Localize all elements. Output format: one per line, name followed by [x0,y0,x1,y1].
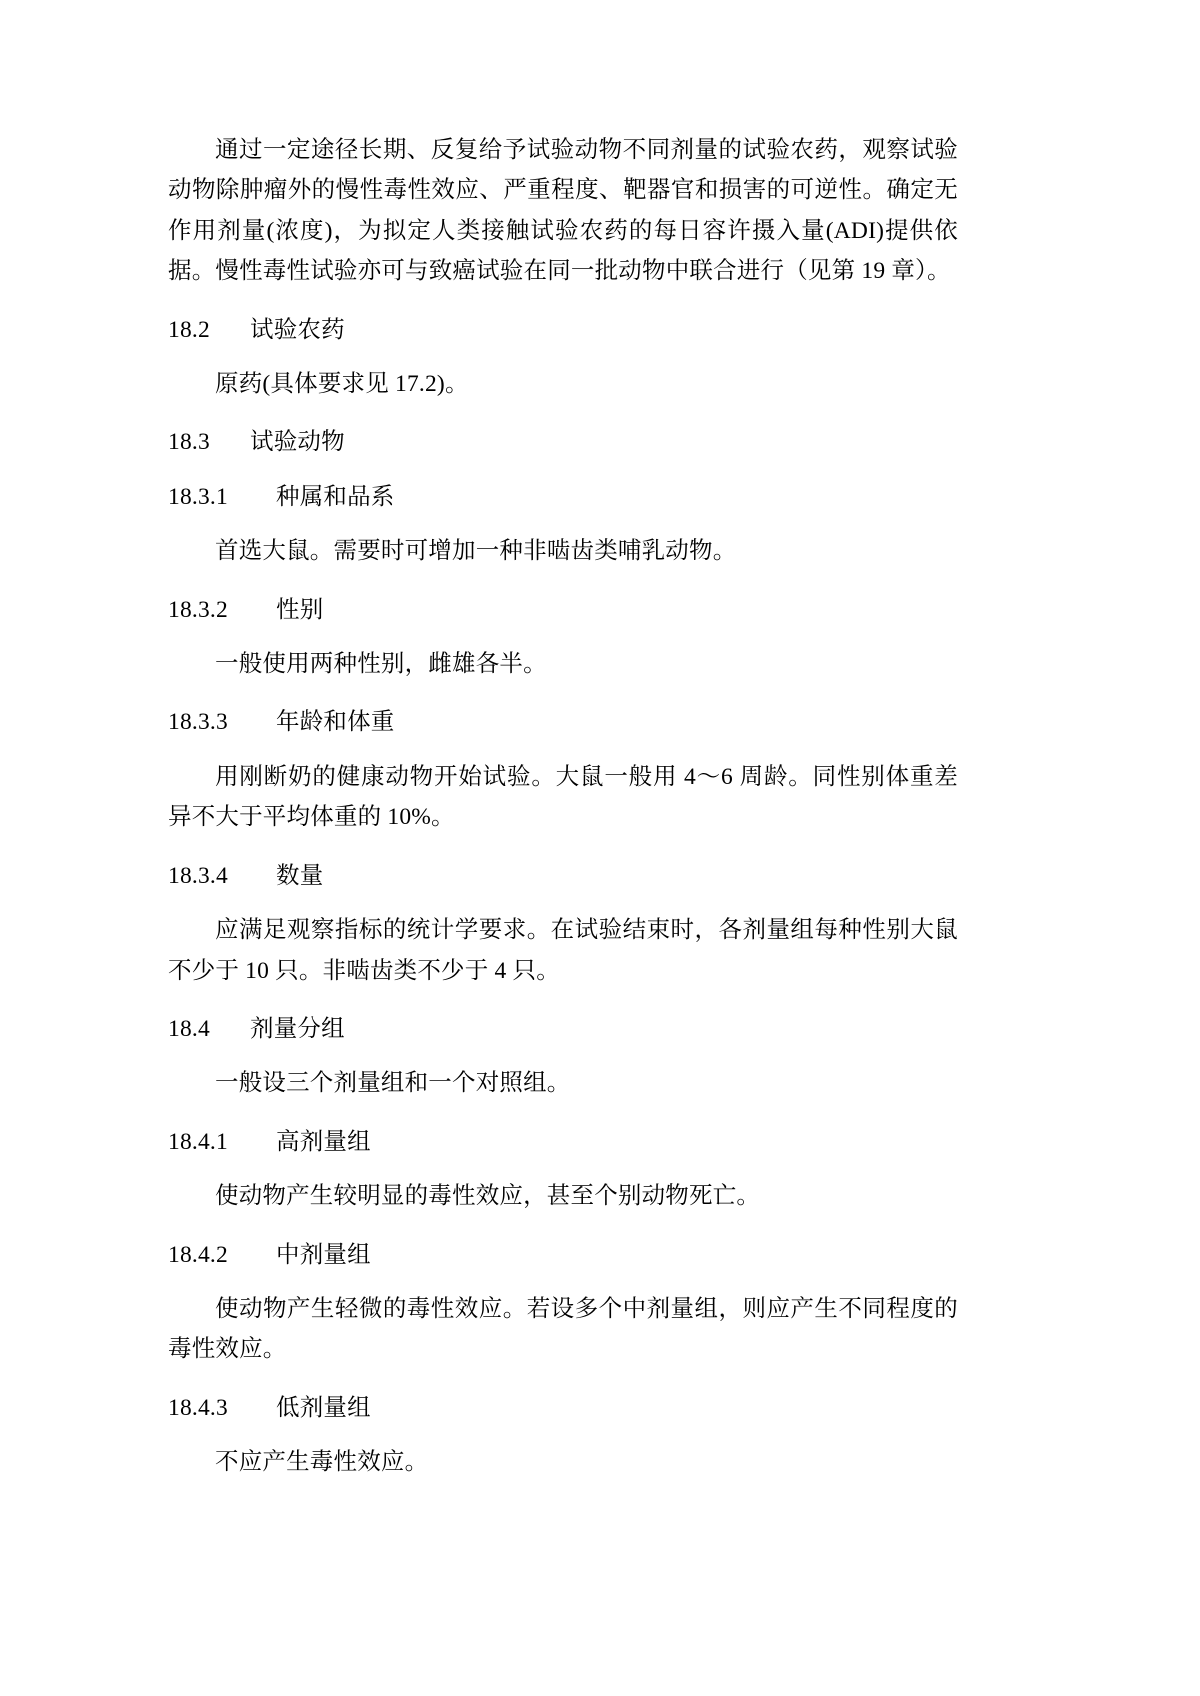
heading-18-3-2-title: 性别 [276,596,324,623]
heading-18-3-1 [168,477,958,517]
heading-18-3-number: 18.3 [168,429,210,456]
heading-18-3-3-title: 年龄和体重 [276,709,395,736]
heading-18-3-1-title: 种属和品系 [276,483,395,510]
paragraph-18-3-3-body: 用刚断奶的健康动物开始试验。大鼠一般用 4～6 周龄。同性别体重差异不大于平均体重的 10%。 [168,763,958,831]
document-body [168,130,958,1483]
heading-18-2-title: 试验农药 [250,316,345,343]
heading-18-4-3-title: 低剂量组 [276,1394,371,1421]
heading-18-3-3-number: 18.3.3 [168,709,228,736]
heading-18-4-number: 18.4 [168,1015,210,1042]
heading-18-3-4-number: 18.3.4 [168,862,228,889]
heading-18-2-number: 18.2 [168,316,210,343]
heading-18-3-4-title: 数量 [276,862,324,889]
heading-18-4-title: 剂量分组 [250,1015,345,1042]
heading-18-4-1 [168,1122,958,1162]
heading-18-3-3 [168,702,958,742]
paragraph-18-4-body: 一般设三个剂量组和一个对照组。 [215,1070,571,1097]
paragraph-18-4-3-body: 不应产生毒性效应。 [215,1449,429,1476]
paragraph-18-3-2-body: 一般使用两种性别，雌雄各半。 [215,651,547,678]
heading-18-4-1-title: 高剂量组 [276,1128,371,1155]
heading-18-3-title: 试验动物 [250,429,345,456]
heading-18-4-2-title: 中剂量组 [276,1241,371,1268]
paragraph-18-2-body: 原药(具体要求见 17.2)。 [215,371,469,398]
heading-18-3-1-number: 18.3.1 [168,483,228,510]
heading-18-2 [168,310,958,350]
heading-18-3-2-number: 18.3.2 [168,596,228,623]
paragraph-18-4-2-body: 使动物产生轻微的毒性效应。若设多个中剂量组，则应产生不同程度的毒性效应。 [168,1295,958,1363]
heading-18-4-2-number: 18.4.2 [168,1241,228,1268]
heading-18-4-2 [168,1235,958,1275]
paragraph-18-3-4-body: 应满足观察指标的统计学要求。在试验结束时，各剂量组每种性别大鼠不少于 10 只。非啮齿类不少于 4 只。 [168,917,958,984]
heading-18-4-3 [168,1388,958,1428]
heading-18-4 [168,1009,958,1049]
heading-18-3-4 [168,856,958,896]
heading-18-4-3-number: 18.4.3 [168,1394,228,1421]
heading-18-3-2 [168,590,958,630]
intro-paragraph: 通过一定途径长期、反复给予试验动物不同剂量的试验农药，观察试验动物除肿瘤外的慢性毒性效应、严重程度、靶器官和损害的可逆性。确定无作用剂量(浓度)，为拟定人类接触试验农药的每日容许摄入量(ADI)提供依据。慢性毒性试验亦可与致癌试验在同一批动物中联合进行（见第 19 章）。 [168,137,958,285]
paragraph-18-3-1-body: 首选大鼠。需要时可增加一种非啮齿类哺乳动物。 [215,538,737,565]
heading-18-3 [168,422,958,462]
heading-18-4-1-number: 18.4.1 [168,1128,228,1155]
paragraph-18-4-1-body: 使动物产生较明显的毒性效应，甚至个别动物死亡。 [215,1183,761,1210]
